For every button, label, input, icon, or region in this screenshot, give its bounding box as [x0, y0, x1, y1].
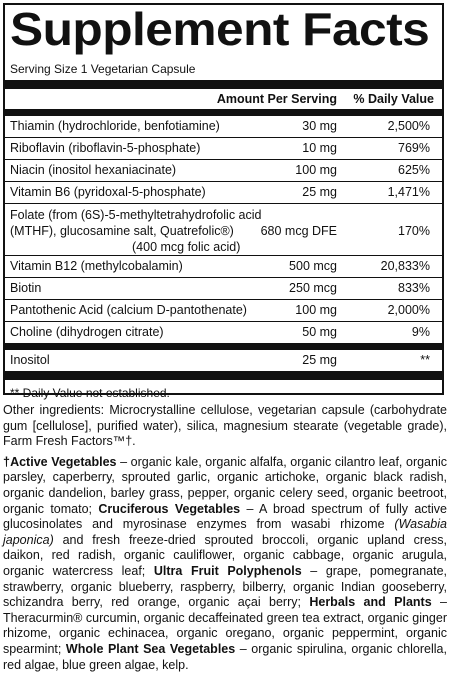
folate-line-3: (400 mcg folic acid) [132, 240, 241, 254]
farm-fresh-factors [3, 455, 447, 673]
other-ingredients [3, 403, 447, 678]
thick-divider [5, 80, 442, 89]
sea-vegetables-heading: Whole Plant Sea Vegetables [65, 641, 236, 656]
nutrient-row [5, 321, 442, 343]
herbals-heading: Herbals and Plants [309, 595, 432, 610]
nutrient-row [5, 137, 442, 159]
nutrient-name: Riboflavin (riboflavin-5-phosphate) [10, 141, 201, 155]
active-vegetables-heading: †Active Vegetables [3, 454, 117, 469]
nutrient-name: Inositol [10, 353, 50, 367]
header-daily-value: % Daily Value [353, 92, 434, 106]
ingredients-paragraph: Other ingredients: Microcrystalline cellulose, vegetarian capsule (carbohydrate gum [cellulose], purified water), silica, magnesium stearate (vegetable grade), Farm Fresh Factors™†. [3, 403, 447, 449]
wasabi-latin-name: (Wasabia japonica) [3, 517, 447, 547]
nutrient-row [5, 181, 442, 203]
panel-title: Supplement Facts [10, 3, 430, 55]
nutrient-dv: 769% [398, 141, 430, 155]
nutrient-name [10, 207, 261, 255]
nutrient-row-folate [5, 203, 442, 255]
nutrient-name: Thiamin (hydrochloride, benfotiamine) [10, 119, 220, 133]
fruit-polyphenols-heading: Ultra Fruit Polyphenols [153, 563, 302, 578]
nutrient-row [5, 350, 442, 371]
column-header [5, 89, 442, 109]
nutrient-dv: 2,000% [387, 303, 430, 317]
serving-size: Serving Size 1 Vegetarian Capsule [10, 62, 196, 76]
nutrient-amount: 30 mg [302, 119, 337, 133]
nutrient-row [5, 116, 442, 137]
nutrient-dv: ** [420, 353, 430, 367]
bottom-divider [5, 371, 442, 380]
section-divider [5, 343, 442, 350]
nutrient-amount: 50 mg [302, 325, 337, 339]
cruciferous-text: – A broad spectrum of fully active glucosinolates and myrosinase enzymes from wasabi rhizome [3, 501, 447, 532]
nutrient-amount: 100 mg [295, 303, 337, 317]
fruit-polyphenols-text: – grape, pomegranate, strawberry, organic blueberry, raspberry, bilberry, organic Indian gooseberry, schizandra berry, red orange, organic açai berry; [3, 563, 447, 610]
nutrient-name: Biotin [10, 281, 42, 295]
nutrient-dv: 170% [398, 224, 430, 238]
footnote: ** Daily Value not established. [10, 386, 170, 400]
folate-line-1: Folate (from (6S)-5-methyltetrahydrofolic acid [10, 208, 262, 222]
nutrient-name: Vitamin B6 (pyridoxal-5-phosphate) [10, 185, 206, 199]
nutrient-dv: 2,500% [387, 119, 430, 133]
nutrient-dv: 9% [411, 325, 430, 339]
supplement-facts-panel [3, 3, 444, 400]
active-vegetables-text: – organic kale, organic alfalfa, organic cilantro leaf, organic parsley, caperberry, sprouted garlic, organic artichoke, organic black radish, organic dandelion, barley grass, pepper, organic celery seed, organic beetroot, organic tomato; [3, 454, 447, 516]
nutrient-amount: 680 mcg DFE [260, 224, 337, 238]
nutrient-row [5, 299, 442, 321]
nutrient-dv: 1,471% [387, 185, 430, 199]
nutrient-amount: 25 mg [302, 353, 337, 367]
nutrient-row [5, 159, 442, 181]
nutrient-dv: 20,833% [380, 259, 430, 273]
header-amount: Amount Per Serving [216, 92, 337, 106]
nutrient-name: Niacin (inositol hexaniacinate) [10, 163, 177, 177]
cruciferous-text-2: and fresh freeze-dried sprouted broccoli, organic upland cress, daikon, red radish, organic cauliflower, organic cabbage, organic arugula, organic watercress leaf; [3, 532, 447, 578]
nutrient-dv: 625% [398, 163, 430, 177]
nutrient-amount: 250 mcg [289, 281, 337, 295]
nutrient-name: Vitamin B12 (methylcobalamin) [10, 259, 183, 273]
nutrient-name: Choline (dihydrogen citrate) [10, 325, 164, 339]
nutrient-row [5, 277, 442, 299]
nutrient-row [5, 255, 442, 277]
nutrient-dv: 833% [398, 281, 430, 295]
nutrient-amount: 100 mg [295, 163, 337, 177]
nutrient-amount: 500 mcg [289, 259, 337, 273]
nutrient-amount: 10 mg [302, 141, 337, 155]
herbals-text: – Theracurmin® curcumin, organic decaffeinated green tea extract, organic ginger rhizome, organic echinacea, organic oregano, organic peppermint, organic spearmint; [3, 595, 447, 656]
cruciferous-heading: Cruciferous Vegetables [98, 501, 241, 516]
folate-line-2: (MTHF), glucosamine salt, Quatrefolic®) [10, 224, 234, 238]
sea-vegetables-text: – organic spirulina, organic chlorella, red algae, blue green algae, kelp. [3, 641, 447, 672]
header-divider [5, 109, 442, 116]
nutrient-amount: 25 mg [302, 185, 337, 199]
nutrient-name: Pantothenic Acid (calcium D-pantothenate) [10, 303, 247, 317]
